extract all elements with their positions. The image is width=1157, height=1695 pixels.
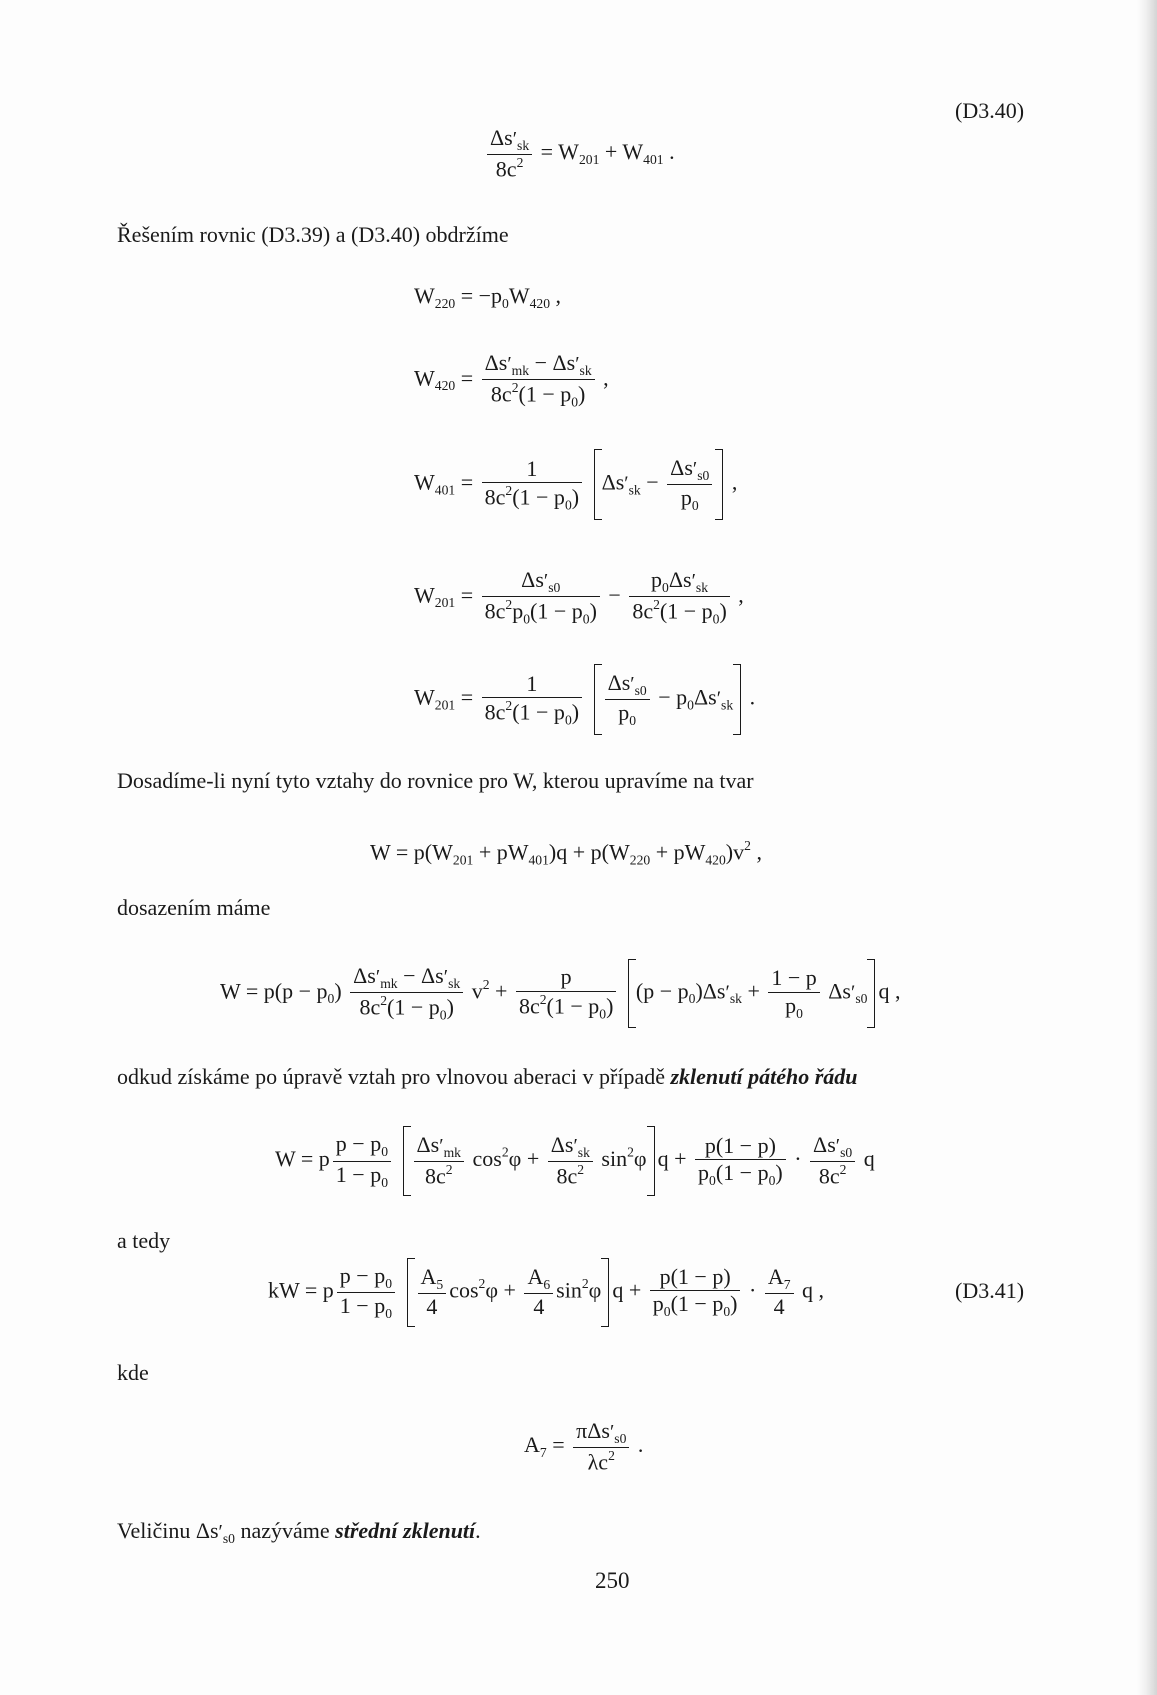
term-zklenuti-pateho-radu: zklenutí pátého řádu	[670, 1064, 858, 1089]
equation-a7: $A_7$ = $\frac{\pi\Delta s'_{s0}}{\lambda c^2}$ .	[524, 1418, 644, 1475]
equation-w401: $W_{401}$ = $\frac{1}{8c^2(1 - p_0)}$ $\Delta s'_{sk}$ − $\frac{\Delta s'_{s0}}{p_0}$ ,	[414, 453, 737, 516]
equation-number-d340: (D3.40)	[955, 98, 1025, 123]
equation-w-form: $W = p(W_{201} + pW_{401})q + p(W_{220} + pW_{420})v^2$ ,	[370, 838, 762, 868]
paragraph-2: Dosadíme-li nyní tyto vztahy do rovnice pro W, kterou upravíme na tvar	[117, 768, 754, 793]
paragraph-1: Řešením rovnic (D3.39) a (D3.40) obdržíme	[117, 222, 509, 247]
equation-w-fifth-order: W = p $\frac{p - p_0}{1 - p_0}$ $\frac{\Delta s'_{mk}}{8c^2}$ $\cos^2\varphi$ + $\frac{\Delta s'_{sk}}{8c^2}$ $\sin^2\varphi q$ + $\frac{p(1 - p)}{p_0(1 - p_0)}$ · $\frac{\Delta s'_{s0}}{8c^2}$ q	[275, 1130, 875, 1192]
equation-w220: $W_{220} = -p_0W_{420}$ ,	[414, 283, 562, 311]
equation-w420: $W_{420}$ = $\frac{\Delta s'_{mk} - \Delta s'_{sk}}{8c^2(1 - p_0)}$ ,	[414, 350, 609, 410]
paragraph-4: odkud získáme po úpravě vztah pro vlnovou aberaci v případě zklenutí pátého řádu	[117, 1064, 858, 1089]
page-edge-shadow	[1137, 0, 1157, 1695]
paragraph-3: dosazením máme	[117, 895, 271, 920]
equation-w201-b: $W_{201}$ = $\frac{1}{8c^2(1 - p_0)}$ $\frac{\Delta s'_{s0}}{p_0}$ − $p_0\Delta s'_{sk}$ .	[414, 668, 755, 731]
term-stredni-zklenuti: střední zklenutí	[335, 1518, 476, 1543]
equation-w-substituted: $W = p(p - p_0)$ $\frac{\Delta s'_{mk} - \Delta s'_{sk}}{8c^2(1 - p_0)}$ $v^2$ + $\frac{p}{8c^2(1 - p_0)}$ $(p - p_0)\Delta s'_{sk}$ + $\frac{1 - p}{p_0}$ $\Delta s'_{s0}$ q ,	[220, 963, 901, 1023]
paragraph-6: kde	[117, 1360, 149, 1385]
equation-w201-a: $W_{201}$ = $\frac{\Delta s'_{s0}}{8c^2p_0(1 - p_0)}$ − $\frac{p_0\Delta s'_{sk}}{8c^2(1 - p_0)}$ ,	[414, 567, 744, 627]
paragraph-5: a tedy	[117, 1228, 171, 1253]
equation-d340: $\frac{\Delta s'_{sk}}{8c^2}$ = $W_{201} + W_{401}$ .	[484, 125, 675, 183]
paragraph-7: Veličinu $\Delta s'_{s0}$ nazýváme střední zklenutí.	[117, 1518, 481, 1546]
page-number: 250	[595, 1568, 630, 1593]
equation-number-d341: (D3.41)	[955, 1278, 1025, 1303]
equation-d341: kW = p $\frac{p - p_0}{1 - p_0}$ $\frac{A_5}{4}$ $\cos^2\varphi$ + $\frac{A_6}{4}$ $\sin^2\varphi q$ + $\frac{p(1 - p)}{p_0(1 - p_0)}$ · $\frac{A_7}{4}$ q ,	[268, 1262, 825, 1321]
